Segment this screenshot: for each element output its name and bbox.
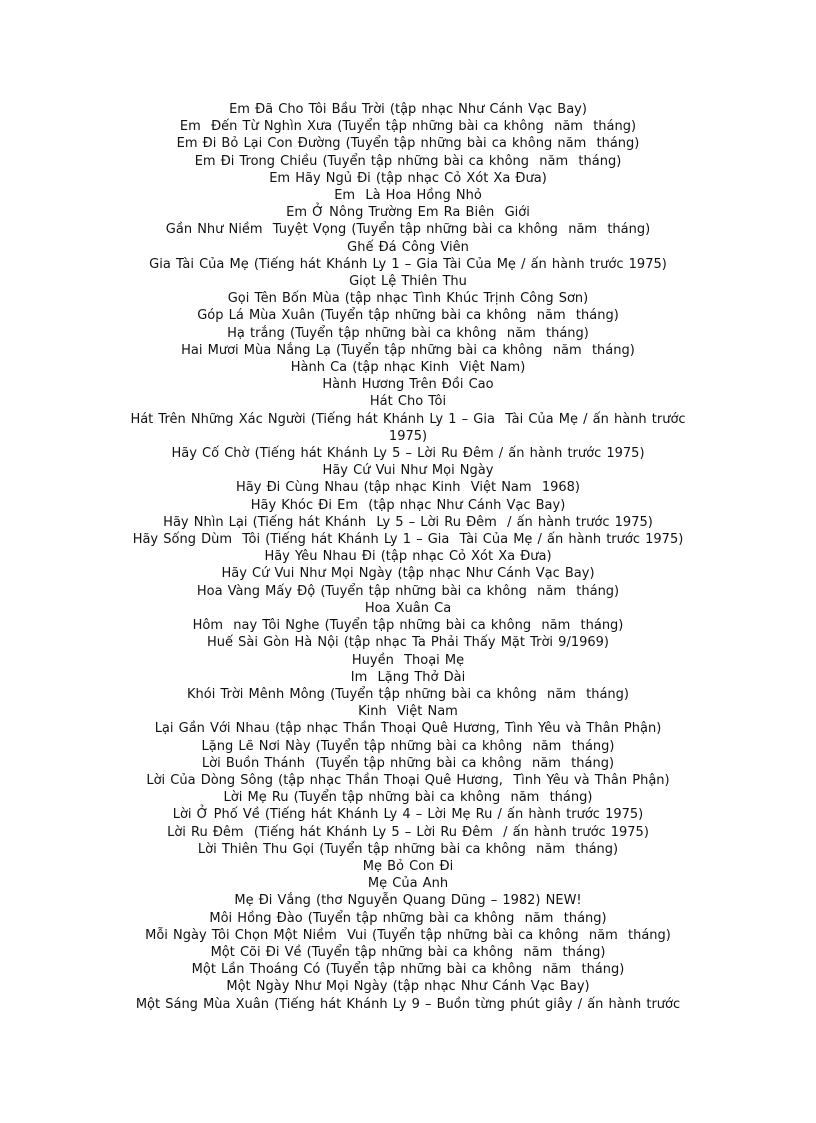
song-list-item: Em Đã Cho Tôi Bầu Trời (tập nhạc Như Cánh Vạc Bay) bbox=[229, 102, 587, 117]
song-list-item: Lặng Lẽ Nơi Này (Tuyển tập những bài ca không năm tháng) bbox=[201, 738, 615, 754]
song-list-item: Em Hãy Ngủ Đi (tập nhạc Cỏ Xót Xa Đưa) bbox=[269, 170, 547, 186]
song-list-item: Hoa Xuân Ca bbox=[364, 600, 452, 616]
song-list-item: Lời Ru Đêm (Tiếng hát Khánh Ly 5 – Lời Ru Đêm / ấn hành trước 1975) bbox=[167, 824, 649, 840]
song-list-item: Em Là Hoa Hồng Nhỏ bbox=[334, 188, 482, 204]
song-list-item: Em Đến Từ Nghìn Xưa (Tuyển tập những bài ca không năm tháng) bbox=[179, 119, 637, 135]
song-list-item: Hát Trên Những Xác Người (Tiếng hát Khánh Ly 1 – Gia Tài Của Mẹ / ấn hành trước 1975) bbox=[130, 411, 691, 444]
song-list-item: Hãy Sống Dùm Tôi (Tiếng hát Khánh Ly 1 – Gia Tài Của Mẹ / ấn hành trước 1975) bbox=[132, 532, 684, 548]
song-list-item: Hôm nay Tôi Nghe (Tuyển tập những bài ca không năm tháng) bbox=[192, 618, 624, 634]
song-list-item: Gia Tài Của Mẹ (Tiếng hát Khánh Ly 1 – Gia Tài Của Mẹ / ấn hành trước 1975) bbox=[149, 256, 667, 272]
song-list-item: Lời Buồn Thánh (Tuyển tập những bài ca không năm tháng) bbox=[201, 755, 615, 771]
song-list-item: Lời Mẹ Ru (Tuyển tập những bài ca không năm tháng) bbox=[223, 790, 593, 806]
song-list-item: Hãy Đi Cùng Nhau (tập nhạc Kinh Việt Nam 1968) bbox=[236, 480, 580, 496]
song-list-item: Lời Ở Phố Về (Tiếng hát Khánh Ly 4 – Lời Mẹ Ru / ấn hành trước 1975) bbox=[172, 807, 644, 823]
song-list-item: Hãy Yêu Nhau Đi (tập nhạc Cỏ Xót Xa Đưa) bbox=[264, 549, 552, 565]
song-list-item: Mẹ Của Anh bbox=[367, 876, 449, 892]
song-list-item: Mẹ Đi Vắng (thơ Nguyễn Quang Dũng – 1982) NEW! bbox=[234, 893, 582, 909]
song-list-item: Một Sáng Mùa Xuân (Tiếng hát Khánh Ly 9 – Buồn từng phút giây / ấn hành trước bbox=[135, 996, 681, 1012]
song-list-item: Em Đi Trong Chiều (Tuyển tập những bài ca không năm tháng) bbox=[194, 153, 622, 169]
song-list-item: Gọi Tên Bốn Mùa (tập nhạc Tình Khúc Trịnh Công Sơn) bbox=[227, 291, 589, 307]
song-list-item: Em Ở Nông Trường Em Ra Biên Giới bbox=[286, 205, 530, 221]
song-list-item: Khói Trời Mênh Mông (Tuyển tập những bài ca không năm tháng) bbox=[187, 686, 629, 702]
song-list-item: Gần Như Niềm Tuyệt Vọng (Tuyển tập những bài ca không năm tháng) bbox=[165, 222, 651, 238]
song-list-item: Hãy Cứ Vui Như Mọi Ngày (tập nhạc Như Cánh Vạc Bay) bbox=[221, 566, 595, 582]
song-list-item: Hãy Cứ Vui Như Mọi Ngày bbox=[322, 463, 494, 479]
song-list-item: Hãy Khóc Đi Em (tập nhạc Như Cánh Vạc Bay) bbox=[250, 497, 566, 513]
song-list-item: Hãy Cố Chờ (Tiếng hát Khánh Ly 5 – Lời Ru Đêm / ấn hành trước 1975) bbox=[171, 446, 645, 462]
song-list-item: Mẹ Bỏ Con Đi bbox=[362, 858, 454, 874]
song-list-item: Một Ngày Như Mọi Ngày (tập nhạc Như Cánh Vạc Bay) bbox=[226, 979, 590, 995]
song-list-item: Mỗi Ngày Tôi Chọn Một Niềm Vui (Tuyển tập những bài ca không năm tháng) bbox=[145, 927, 671, 943]
song-list-item: Em Đi Bỏ Lại Con Đường (Tuyển tập những bài ca không năm tháng) bbox=[176, 136, 640, 152]
song-list-item: Ghế Đá Công Viên bbox=[347, 239, 469, 255]
song-list-item: Huyền Thoại Mẹ bbox=[351, 652, 465, 668]
song-list-item: Góp Lá Mùa Xuân (Tuyển tập những bài ca không năm tháng) bbox=[197, 308, 619, 324]
song-list-item: Lời Của Dòng Sông (tập nhạc Thần Thoại Quê Hương, Tình Yêu và Thân Phận) bbox=[146, 772, 670, 788]
song-list-item: Kinh Việt Nam bbox=[358, 704, 458, 720]
song-list-item: Lời Thiên Thu Gọi (Tuyển tập những bài ca không năm tháng) bbox=[197, 841, 619, 857]
song-list-item: Hai Mươi Mùa Nắng Lạ (Tuyển tập những bài ca không năm tháng) bbox=[181, 342, 635, 358]
song-list-item: Hành Ca (tập nhạc Kinh Việt Nam) bbox=[290, 360, 526, 376]
song-list-item: Môi Hồng Đào (Tuyển tập những bài ca không năm tháng) bbox=[209, 910, 607, 926]
song-list-item: Một Lần Thoáng Có (Tuyển tập những bài ca không năm tháng) bbox=[191, 962, 625, 978]
song-list-item: Im Lặng Thở Dài bbox=[350, 669, 466, 685]
song-list-item: Hạ trắng (Tuyển tập những bài ca không năm tháng) bbox=[227, 325, 589, 341]
song-list-item: Hát Cho Tôi bbox=[369, 394, 447, 410]
song-list-item: Giọt Lệ Thiên Thu bbox=[349, 274, 467, 290]
song-list-item: Huế Sài Gòn Hà Nội (tập nhạc Ta Phải Thấy Mặt Trời 9/1969) bbox=[207, 635, 609, 651]
song-list-item: Hãy Nhìn Lại (Tiếng hát Khánh Ly 5 – Lời Ru Đêm / ấn hành trước 1975) bbox=[163, 514, 653, 530]
song-list-item: Một Cõi Đi Về (Tuyển tập những bài ca không năm tháng) bbox=[210, 944, 606, 960]
song-list bbox=[120, 101, 696, 1013]
song-list-item: Lại Gần Với Nhau (tập nhạc Thần Thoại Quê Hương, Tình Yêu và Thân Phận) bbox=[154, 721, 662, 737]
song-list-item: Hoa Vàng Mấy Độ (Tuyển tập những bài ca không năm tháng) bbox=[196, 583, 620, 599]
song-list-item: Hành Hương Trên Đồi Cao bbox=[322, 377, 494, 393]
